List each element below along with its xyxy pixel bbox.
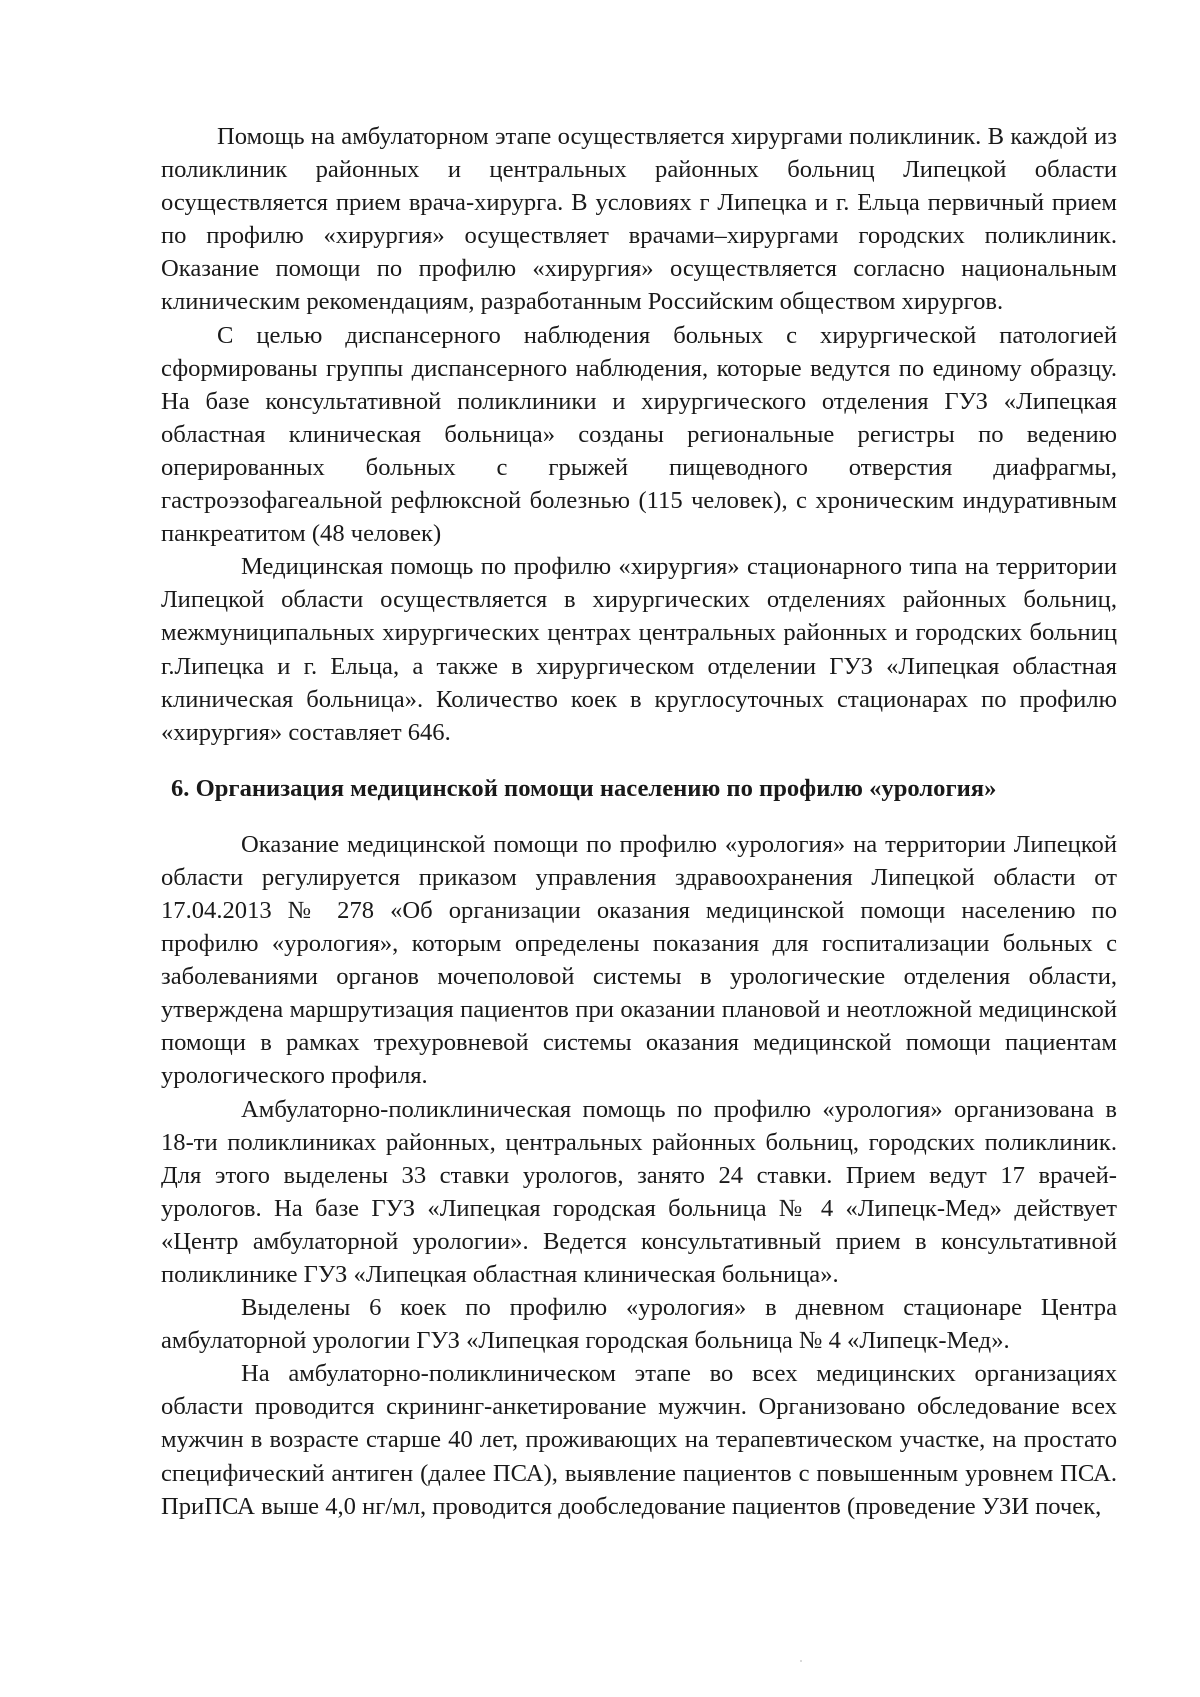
document-body	[161, 120, 1117, 1523]
section-heading-urology: 6. Организация медицинской помощи населению по профилю «урология»	[171, 774, 997, 802]
scan-artifact	[800, 1660, 802, 1662]
paragraph-inpatient-surgery: Медицинская помощь по профилю «хирургия» стационарного типа на территории Липецкой области осуществляется в хирургических отделениях районных больниц, межмуниципальных хирургических центрах центральных районных и городских больниц г.Липецка и г. Ельца, а также в хирургическом отделении ГУЗ «Липецкая областная клиническая больница». Количество коек в круглосуточных стационарах по профилю «хирургия» составляет 646.	[161, 553, 1117, 746]
paragraph-urology-regulation: Оказание медицинской помощи по профилю «урология» на территории Липецкой области регулируется приказом управления здравоохранения Липецкой области от 17.04.2013 № 278 «Об организации оказания медицинской помощи населению по профилю «урология», которым определены показания для госпитализации больных с заболеваниями органов мочеполовой системы в урологические отделения области, утверждена маршрутизация пациентов при оказании плановой и неотложной медицинской помощи в рамках трехуровневой системы оказания медицинской помощи пациентам урологического профиля.	[161, 830, 1117, 1090]
paragraph-urology-day-hospital: Выделены 6 коек по профилю «урология» в дневном стационаре Центра амбулаторной урологии ГУЗ «Липецкая городская больница № 4 «Липецк-Мед».	[161, 1294, 1117, 1355]
paragraph-dispensary-observation: С целью диспансерного наблюдения больных с хирургической патологией сформированы группы диспансерного наблюдения, которые ведутся по единому образцу. На базе консультативной поликлиники и хирургического отделения ГУЗ «Липецкая областная клиническая больница» созданы региональные регистры по ведению оперированных больных с грыжей пищеводного отверстия диафрагмы, гастроэзофагеальной рефлюксной болезнью (115 человек), с хроническим индуративным панкреатитом (48 человек)	[161, 321, 1117, 548]
paragraph-urology-outpatient: Амбулаторно-поликлиническая помощь по профилю «урология» организована в 18-ти поликлиниках районных, центральных районных больниц, городских поликлиник. Для этого выделены 33 ставки урологов, занято 24 ставки. Прием ведут 17 врачей-урологов. На базе ГУЗ «Липецкая городская больница № 4 «Липецк-Мед» действует «Центр амбулаторной урологии». Ведется консультативный прием в консультативной поликлинике ГУЗ «Липецкая областная клиническая больница».	[161, 1095, 1117, 1288]
paragraph-ambulatory-surgery: Помощь на амбулаторном этапе осуществляется хирургами поликлиник. В каждой из поликлиник районных и центральных районных больниц Липецкой области осуществляется прием врача-хирурга. В условиях г Липецка и г. Ельца первичный прием по профилю «хирургия» осуществляет врачами–хирургами городских поликлиник. Оказание помощи по профилю «хирургия» осуществляется согласно национальным клиническим рекомендациям, разработанным Российским обществом хирургов.	[161, 123, 1117, 316]
paragraph-urology-screening: На амбулаторно-поликлиническом этапе во всех медицинских организациях области проводится скрининг-анкетирование мужчин. Организовано обследование всех мужчин в возрасте старше 40 лет, проживающих на терапевтическом участке, на простато специфический антиген (далее ПСА), выявление пациентов с повышенным уровнем ПСА. ПриПСА выше 4,0 нг/мл, проводится дообследование пациентов (проведение УЗИ почек,	[161, 1360, 1117, 1520]
